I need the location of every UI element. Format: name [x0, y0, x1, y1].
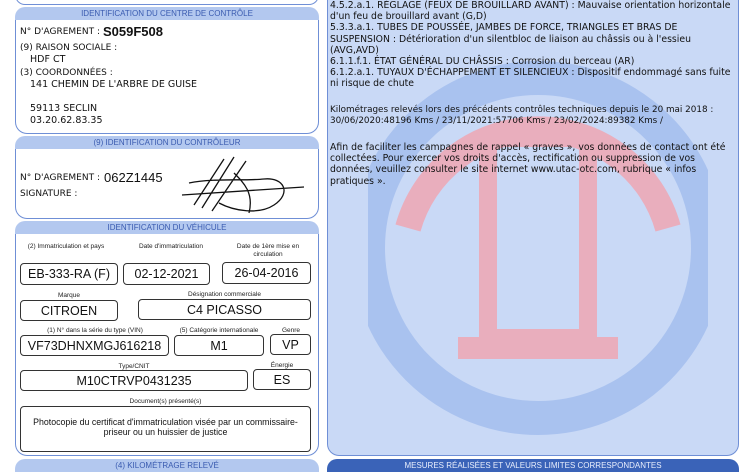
controleur-agrement: 062Z1445 — [104, 170, 163, 185]
centre-city: 59113 SECLIN — [30, 103, 98, 114]
designation-label: Désignation commerciale — [188, 291, 261, 298]
genre-label: Genre — [281, 327, 301, 334]
immat-field: EB-333-RA (F) — [20, 263, 118, 285]
defaut-line: 6.1.2.a.1. TUYAUX D'ÉCHAPPEMENT ET SILENCIEUX : Dispositif endommagé sans fuite ni risque de chute — [330, 67, 731, 90]
documents-label: Document(s) présenté(s) — [129, 398, 202, 405]
vin-field: VF73DHNXMGJ616218 — [20, 335, 169, 356]
designation-field: C4 PICASSO — [138, 299, 311, 320]
previous-box-bottom — [15, 0, 319, 5]
type-field: M10CTRVP0431235 — [20, 370, 248, 391]
marque-label: Marque — [57, 292, 81, 299]
controleur-section — [15, 149, 319, 219]
defaut-line: 5.3.3.a.1. TUBES DE POUSSÉE, JAMBES DE FORCE, TRIANGLES ET BRAS DE SUSPENSION : Détérioration d'un silentbloc de liaison au châssis ou à l'essieu (AVG,AVD) — [330, 22, 691, 56]
signature-image — [174, 153, 314, 219]
date-immat-label: Date d'immatriculation — [138, 243, 204, 250]
date-circ-field: 26-04-2016 — [222, 262, 311, 284]
documents-field: Photocopie du certificat d'immatriculation visée par un commissaire-priseur ou un huissier de justice — [20, 406, 311, 452]
signature-label: SIGNATURE : — [20, 189, 78, 199]
centre-phone: 03.20.62.83.35 — [30, 115, 103, 126]
defauts-panel — [327, 0, 739, 456]
kilometrage-header: (4) KILOMÉTRAGE RELEVÉ — [15, 459, 319, 472]
centre-address: 141 CHEMIN DE L'ARBRE DE GUISE — [30, 79, 198, 90]
privacy-notice: Afin de faciliter les campagnes de rappel « graves », vos données de contact ont été collectées. Pour exercer vos droits d'accès, rectification ou suppression de vos données, veuillez consulter le site internet www.utac-otc.com, rubrique « infos pratiques ». — [330, 142, 726, 187]
watermark-logo — [368, 28, 708, 448]
defaut-line: 4.5.2.a.1. RÉGLAGE (FEUX DE BROUILLARD AVANT) : Mauvaise orientation horizontale d'un feu de brouillard avant (G,D) — [330, 0, 731, 23]
categorie-label: (5) Catégorie internationale — [179, 327, 259, 334]
immat-label: (2) Immatriculation et pays — [27, 243, 105, 250]
date-immat-field: 02-12-2021 — [123, 263, 210, 285]
mesures-header: MESURES RÉALISÉES ET VALEURS LIMITES CORRESPONDANTES — [327, 459, 739, 472]
coord-label: (3) COORDONNÉES : — [20, 68, 113, 78]
vin-label: (1) N° dans la série du type (VIN) — [47, 327, 143, 334]
raison-label: (9) RAISON SOCIALE : — [20, 43, 118, 53]
vehicule-header: IDENTIFICATION DU VÉHICULE — [15, 221, 319, 234]
centre-section — [15, 20, 319, 134]
raison-sociale: HDF CT — [30, 54, 66, 65]
km-history: Kilométrages relevés lors des précédents contrôles techniques depuis le 20 mai 2018 : 30/06/2020:48196 Kms / 23/11/2021:57706 Kms / 23/02/2024:89382 Kms / — [330, 105, 714, 127]
energie-label: Énergie — [270, 362, 294, 369]
centre-agrement-label: N° D'AGREMENT : — [20, 27, 100, 37]
controleur-header: (9) IDENTIFICATION DU CONTRÔLEUR — [15, 136, 319, 149]
marque-field: CITROEN — [20, 300, 118, 321]
defaut-line: 6.1.1.f.1. ÉTAT GÉNÉRAL DU CHÂSSIS : Corrosion du berceau (AR) — [330, 56, 635, 68]
genre-field: VP — [270, 334, 311, 355]
controleur-agrement-label: N° D'AGREMENT : — [20, 173, 100, 183]
centre-header: IDENTIFICATION DU CENTRE DE CONTRÔLE — [15, 7, 319, 20]
type-label: Type/CNIT — [118, 363, 150, 370]
energie-field: ES — [253, 369, 311, 390]
date-circ-label: Date de 1ère mise en circulation — [236, 243, 300, 258]
centre-agrement: S059F508 — [103, 24, 163, 39]
categorie-field: M1 — [174, 335, 264, 356]
